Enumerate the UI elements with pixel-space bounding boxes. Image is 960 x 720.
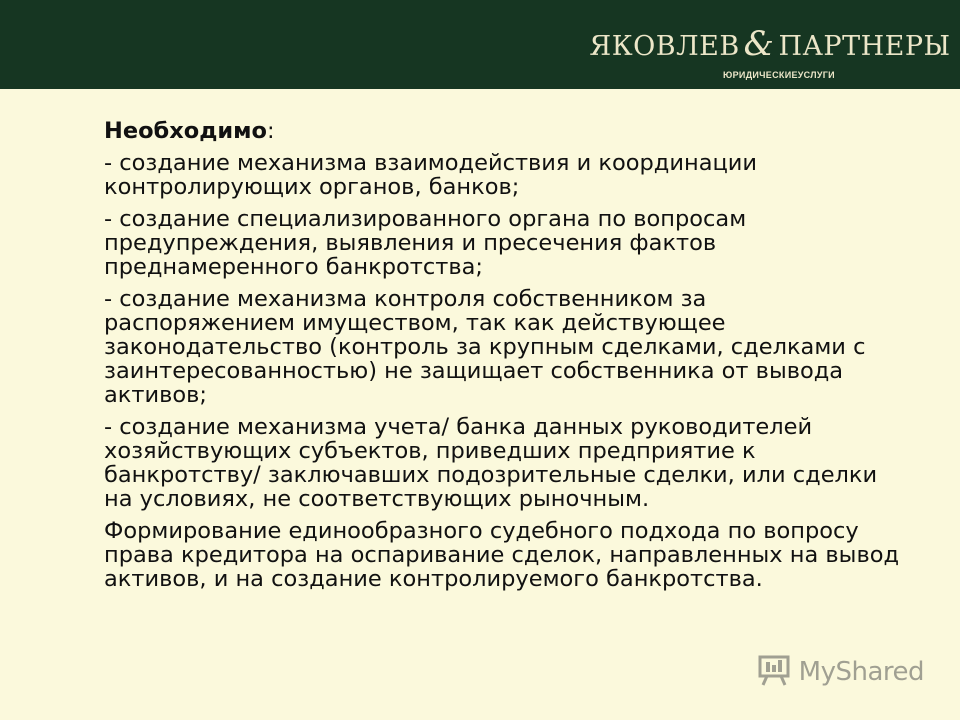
watermark-text: MyShared bbox=[798, 657, 924, 687]
myshared-watermark bbox=[757, 652, 924, 692]
presentation-board-icon bbox=[757, 653, 791, 691]
brand-name bbox=[589, 24, 951, 64]
bullet-paragraph: - создание специализированного органа по вопросам предупреждения, выявления и пресечения фактов преднамеренного банкротства; bbox=[104, 206, 747, 280]
brand-ampersand: & bbox=[743, 24, 775, 64]
slide-heading bbox=[104, 119, 904, 143]
brand-name-left: ЯКОВЛЕВ bbox=[589, 31, 740, 62]
summary-paragraph: Формирование единообразного судебного подхода по вопросу права кредитора на оспаривание сделок, направленных на вывод активов, и на создание контролируемого банкротства. bbox=[104, 518, 900, 592]
brand-subtitle: ЮРИДИЧЕСКИЕУСЛУГИ bbox=[723, 70, 835, 80]
brand-logo bbox=[589, 24, 951, 80]
heading-colon: : bbox=[267, 118, 275, 144]
bullet-paragraph: - создание механизма взаимодействия и координации контролирующих органов, банков; bbox=[104, 150, 758, 200]
bullet-paragraph: - создание механизма контроля собственником за распоряжением имуществом, так как действующее законодательство (контроль за крупным сделками, сделками с заинтересованностью) не защищает собственника от вывода активов; bbox=[104, 286, 866, 408]
bullet-paragraph: - создание механизма учета/ банка данных руководителей хозяйствующих субъектов, приведших предприятие к банкротству/ заключавших подозрительные сделки, или сделки на условиях, не соответствующих рыночным. bbox=[104, 414, 878, 512]
slide-content bbox=[104, 119, 904, 599]
brand-name-right: ПАРТНЕРЫ bbox=[778, 31, 951, 62]
heading-bold: Необходимо bbox=[104, 118, 268, 144]
header-banner bbox=[0, 0, 960, 89]
